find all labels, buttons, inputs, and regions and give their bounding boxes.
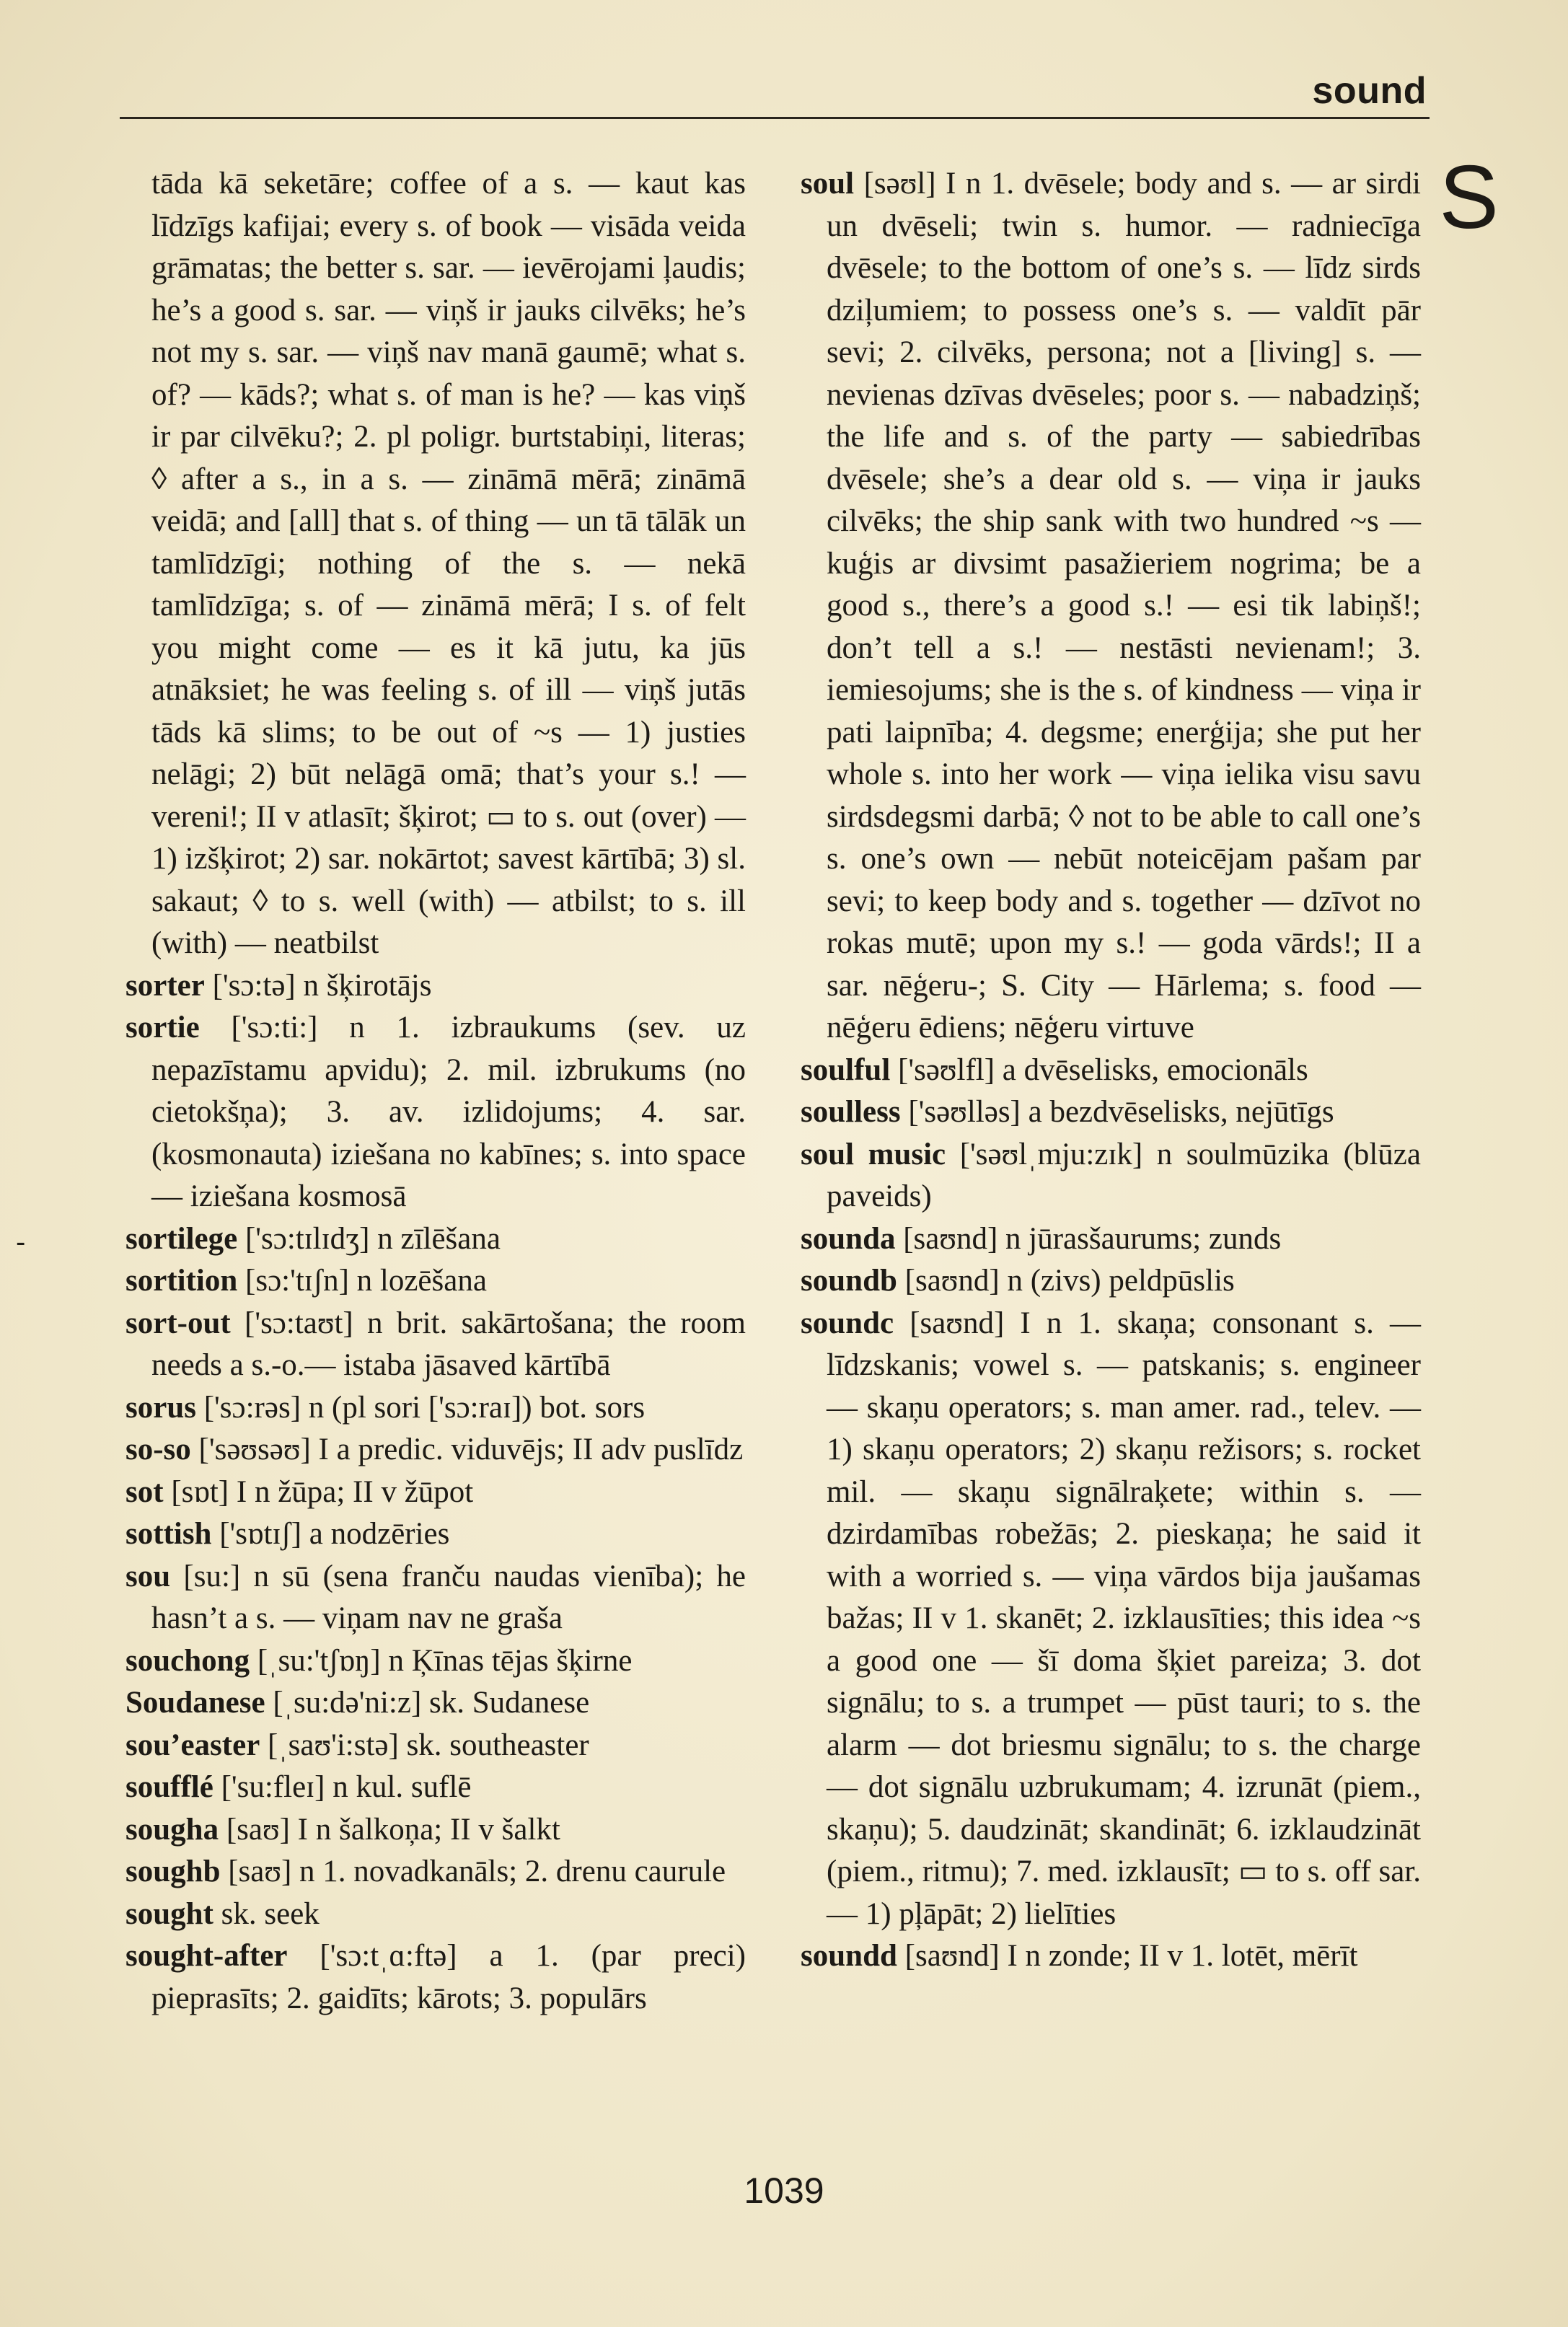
entry-definition: [saʊnd] I n zonde; II v 1. lotēt, mērīt	[897, 1939, 1358, 1973]
headword: soulful	[801, 1052, 891, 1087]
entry-continuation: tāda kā seketāre; coffee of a s. — kaut kas līdzīgs kafijai; every s. of book — visāda veida grāmatas; the better s. sar. — ievērojami ļaudis; he’s a good s. sar. — viņš ir jauks cilvēks; he’s not my s. sar. — viņš nav manā gaumē; what s. of? — kāds?; what s. of man is he? — kas viņš ir par cilvēku?; 2. pl poligr. burtstabiņi, literas; ◊ after a s., in a s. — zināmā mērā; zināmā veidā; and [all] that s. of thing — un tā tālāk un tamlīdzīgi; nothing of the s. — nekā tamlīdzīga; s. of — zināmā mērā; I s. of felt you might come — es it kā jutu, ka jūs atnāksiet; he was feeling s. of ill — viņš jutās tāds kā slims; to be out of ~s — 1) justies nelāgi; 2) būt nelāgā omā; that’s your s.! — vereni!; II v atlasīt; šķirot; ▭ to s. out (over) — 1) izšķirot; 2) sar. nokārtot; savest kārtībā; 3) sl. sakaut; ◊ to s. well (with) — atbilst; to s. ill (with) — neatbilst	[151, 167, 746, 960]
headword: soughb	[125, 1855, 221, 1888]
right-column	[801, 163, 1421, 1978]
dictionary-entry	[125, 1767, 746, 1809]
entry-definition: [saʊnd] n (zivs) peldpūslis	[897, 1264, 1235, 1298]
margin-mark: -	[16, 1226, 26, 1258]
headword: soundc	[801, 1306, 894, 1340]
entry-definition: ['sɔ:ti:] n 1. izbraukums (sev. uz nepazīstamu apvidu); 2. mil. izbrukums (no cietokšņa); 3. av. izlidojums; 4. sar. (kosmonauta) iziešana no kabīnes; s. into space — iziešana kosmosā	[151, 1011, 746, 1213]
page-number: 1039	[744, 2170, 824, 2211]
dictionary-entry	[801, 1303, 1421, 1936]
dictionary-entry	[125, 1513, 746, 1556]
entry-definition: ['sɔ:taʊt] n brit. sakārtošana; the room needs a s.-o.— istaba jāsaved kārtībā	[151, 1306, 746, 1382]
dictionary-entry	[125, 1809, 746, 1852]
dictionary-entry	[125, 1725, 746, 1767]
dictionary-entry	[125, 1935, 746, 2020]
entry-definition: ['sɒtɪʃ] a nodzēries	[211, 1517, 450, 1551]
headword: sou’easter	[125, 1728, 260, 1762]
dictionary-entry	[801, 1935, 1421, 1978]
headword: soundb	[801, 1264, 897, 1298]
entry-definition: sk. seek	[213, 1896, 320, 1931]
entry-definition: [su:] n sū (sena franču naudas vienība); he hasn’t a s. — viņam nav ne graša	[151, 1559, 746, 1635]
dictionary-entry	[125, 1893, 746, 1936]
headword: soulless	[801, 1095, 901, 1129]
entry-definition: ['səʊlfl] a dvēselisks, emocionāls	[890, 1052, 1308, 1087]
dictionary-entry	[801, 1091, 1421, 1134]
running-head: sound	[1312, 70, 1427, 112]
dictionary-entry	[125, 1429, 746, 1472]
entry-definition: ['su:fleɪ] n kul. suflē	[213, 1770, 472, 1804]
entry-definition: [sɒt] I n žūpa; II v žūpot	[163, 1474, 474, 1509]
header-rule	[120, 117, 1430, 119]
dictionary-entry	[801, 163, 1421, 1050]
headword: sortition	[125, 1264, 238, 1298]
headword: soufflé	[125, 1770, 213, 1804]
dictionary-entry	[125, 1472, 746, 1514]
headword: sorter	[125, 968, 205, 1003]
entry-definition: ['sɔ:rəs] n (pl sori ['sɔ:raɪ]) bot. sors	[195, 1390, 646, 1425]
entry-definition: ['sɔ:tə] n šķirotājs	[204, 968, 432, 1003]
dictionary-entry	[125, 1387, 746, 1430]
headword: soul	[801, 167, 855, 201]
dictionary-entry	[125, 965, 746, 1008]
entry-definition: [ˌsu:'tʃɒŋ] n Ķīnas tējas šķirne	[250, 1643, 633, 1678]
headword: sorus	[125, 1390, 196, 1425]
entry-definition: [saʊnd] n jūrasšaurums; zunds	[895, 1221, 1282, 1256]
letter-tab: S	[1439, 148, 1499, 247]
dictionary-entry	[125, 1303, 746, 1387]
headword: sougha	[125, 1812, 219, 1847]
entry-definition: [saʊnd] I n 1. skaņa; consonant s. — līdzskanis; vowel s. — patskanis; s. engineer — skaņu operators; s. man amer. rad., telev. — 1) skaņu operators; 2) skaņu režisors; s. rocket mil. — skaņu signālraķete; within s. — dzirdamības robežās; 2. pieskaņa; he said it with a worried s. — viņa vārdos bija jaušamas bažas; II v 1. skanēt; 2. izklausīties; this idea ~s a good one — šī doma šķiet pareiza; 3. dot signālu; to s. a trumpet — pūst tauri; to s. the alarm — dot briesmu signālu; to s. the charge — dot signālu uzbrukumam; 4. izrunāt (piem., skaņu); 5. daudzināt; skandināt; 6. izklaudzināt (piem., ritmu); 7. med. izklausīt; ▭ to s. off sar. — 1) pļāpāt; 2) lielīties	[827, 1306, 1421, 1931]
entry-definition: [ˌsaʊ'i:stə] sk. southeaster	[260, 1728, 589, 1762]
dictionary-entry	[801, 1260, 1421, 1303]
headword: soul music	[801, 1137, 946, 1171]
headword: soundd	[801, 1939, 897, 1973]
dictionary-entry	[125, 1556, 746, 1640]
entry-definition: ['səʊlləs] a bezdvēselisks, nejūtīgs	[900, 1095, 1334, 1129]
dictionary-entry	[801, 1134, 1421, 1218]
headword: sortilege	[125, 1221, 238, 1256]
dictionary-entry	[125, 1851, 746, 1893]
headword: sou	[125, 1559, 171, 1593]
headword: so-so	[125, 1433, 191, 1466]
entry-definition: ['səʊsəʊ] I a predic. viduvējs; II adv puslīdz	[190, 1433, 744, 1466]
entry-definition: ['sɔ:tɪlɪdʒ] n zīlēšana	[237, 1221, 501, 1256]
entry-definition: [sɔ:'tɪʃn] n lozēšana	[237, 1264, 487, 1298]
dictionary-entry	[801, 1050, 1421, 1092]
entry-definition: ['səʊlˌmju:zɪk] n soulmūzika (blūza paveids)	[827, 1137, 1421, 1213]
entry-definition: [ˌsu:də'ni:z] sk. Sudanese	[265, 1686, 590, 1720]
headword: sortie	[125, 1011, 200, 1044]
dictionary-entry	[125, 1682, 746, 1725]
dictionary-entry	[801, 1218, 1421, 1261]
entry-definition: [səʊl] I n 1. dvēsele; body and s. — ar sirdi un dvēseli; twin s. humor. — radniecīga dvēsele; to the bottom of one’s s. — līdz sirds dziļumiem; to possess one’s s. — valdīt pār sevi; 2. cilvēks, persona; not a [living] s. — nevienas dzīvas dvēseles; poor s. — nabadziņš; the life and s. of the party — sabiedrības dvēsele; she’s a dear old s. — viņa ir jauks cilvēks; the ship sank with two hundred ~s — kuģis ar divsimt pasažieriem nogrima; be a good s., there’s a good s.! — esi tik labiņš!; don’t tell a s.! — nestāsti nevienam!; 3. iemiesojums; she is the s. of kindness — viņa ir pati laipnība; 4. degsme; enerģija; she put her whole s. into her work — viņa ielika visu savu sirdsdegsmi darbā; ◊ not to be able to call one’s s. one’s own — nebūt noteicējam pašam par sevi; to keep body and s. together — dzīvot no rokas mutē; upon my s.! — goda vārds!; II a sar. nēģeru-; S. City — Hārlema; s. food — nēģeru ēdiens; nēģeru virtuve	[827, 167, 1421, 1044]
dictionary-entry	[125, 1218, 746, 1261]
headword: sottish	[125, 1517, 212, 1551]
dictionary-entry	[125, 1640, 746, 1683]
headword: sought	[125, 1896, 213, 1931]
headword: sounda	[801, 1221, 896, 1256]
headword: souchong	[125, 1643, 250, 1678]
headword: Soudanese	[125, 1686, 265, 1720]
dictionary-entry	[125, 1260, 746, 1303]
dictionary-entry	[125, 1007, 746, 1218]
entry-definition: [saʊ] I n šalkoņa; II v šalkt	[219, 1812, 560, 1847]
entry-definition: [saʊ] n 1. novadkanāls; 2. drenu caurule	[220, 1855, 726, 1888]
headword: sought-after	[125, 1939, 288, 1973]
left-column	[125, 163, 746, 2020]
entry-definition: ['sɔ:tˌɑ:ftə] a 1. (par preci) pieprasīts; 2. gaidīts; kārots; 3. populārs	[151, 1939, 746, 2015]
headword: sort-out	[125, 1306, 231, 1340]
headword: sot	[125, 1474, 164, 1509]
